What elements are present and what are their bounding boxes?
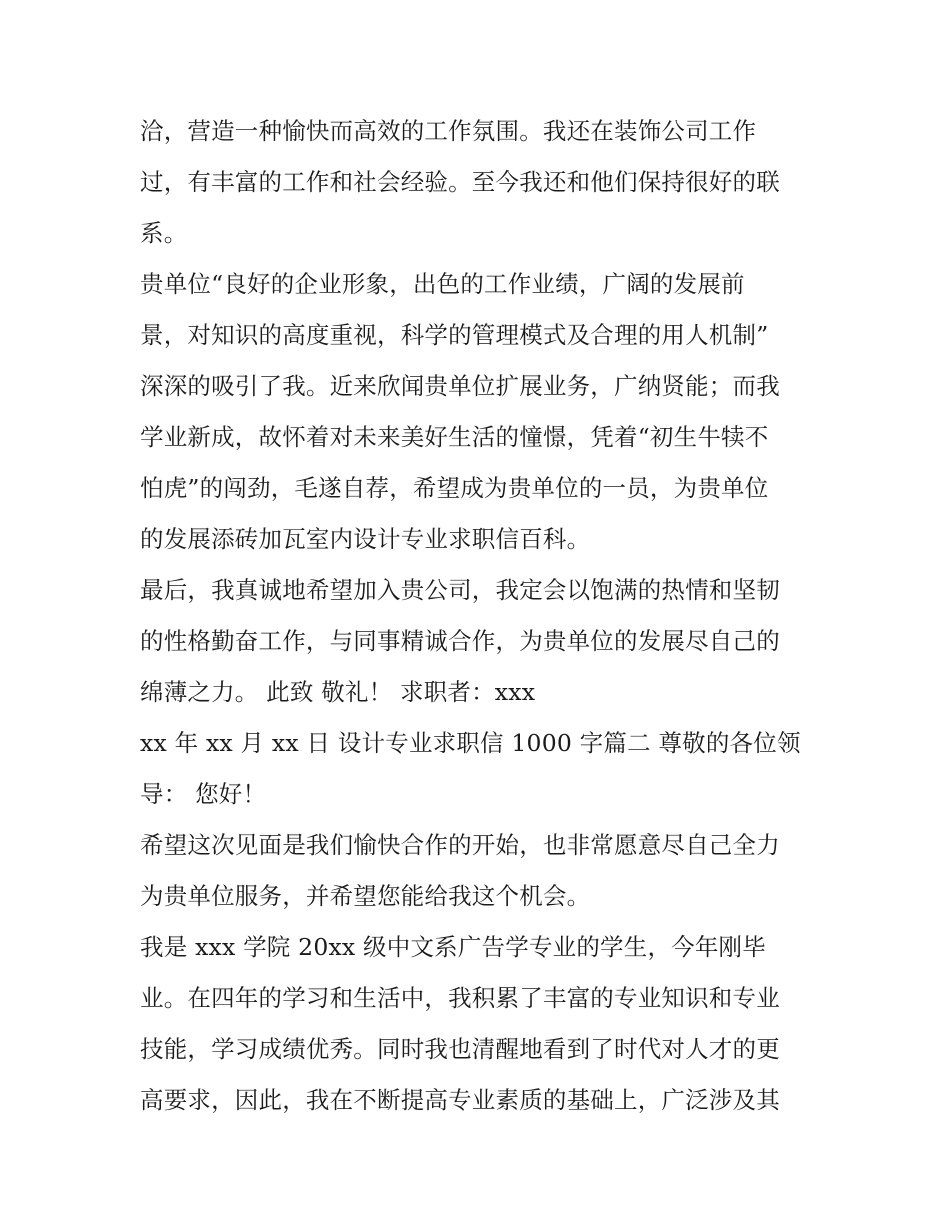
text-line: 技能，学习成绩优秀。同时我也清醒地看到了时代对人才的更	[140, 1035, 780, 1063]
text-line: 为贵单位服务，并希望您能给我这个机会。	[140, 882, 591, 910]
text-line: 的发展添砖加瓦室内设计专业求职信百科。	[140, 525, 591, 553]
text-line: 过，有丰富的工作和社会经验。至今我还和他们保持很好的联	[140, 168, 780, 196]
text-line: 希望这次见面是我们愉快合作的开始，也非常愿意尽自己全力	[140, 831, 780, 859]
text-line: 贵单位“良好的企业形象，出色的工作业绩，广阔的发展前	[140, 270, 745, 298]
document-body	[140, 106, 820, 1126]
text-line: 洽，营造一种愉快而高效的工作氛围。我还在装饰公司工作	[140, 117, 757, 145]
text-line: 系。	[140, 219, 188, 247]
text-line: 导： 您好！	[140, 780, 267, 808]
text-line: 最后，我真诚地希望加入贵公司，我定会以饱满的热情和坚韧	[140, 576, 780, 604]
text-line: 学业新成，故怀着对未来美好生活的憧憬，凭着“初生牛犊不	[140, 423, 769, 451]
text-line: 业。在四年的学习和生活中，我积累了丰富的专业知识和专业	[140, 984, 780, 1012]
text-line: 怕虎”的闯劲，毛遂自荐，希望成为贵单位的一员，为贵单位	[140, 474, 769, 502]
text-line: 的性格勤奋工作，与同事精诚合作，为贵单位的发展尽自己的	[140, 627, 780, 655]
text-line: xx 年 xx 月 xx 日 设计专业求职信 1000 字篇二 尊敬的各位领	[140, 729, 801, 757]
text-line: 我是 xxx 学院 20xx 级中文系广告学专业的学生，今年刚毕	[140, 933, 766, 961]
text-line: 高要求，因此，我在不断提高专业素质的基础上，广泛涉及其	[140, 1086, 780, 1114]
text-line: 绵薄之力。 此致 敬礼！ 求职者：xxx	[140, 678, 536, 706]
text-line: 景，对知识的高度重视，科学的管理模式及合理的用人机制”	[140, 321, 769, 349]
text-line: 深深的吸引了我。近来欣闻贵单位扩展业务，广纳贤能；而我	[140, 372, 780, 400]
